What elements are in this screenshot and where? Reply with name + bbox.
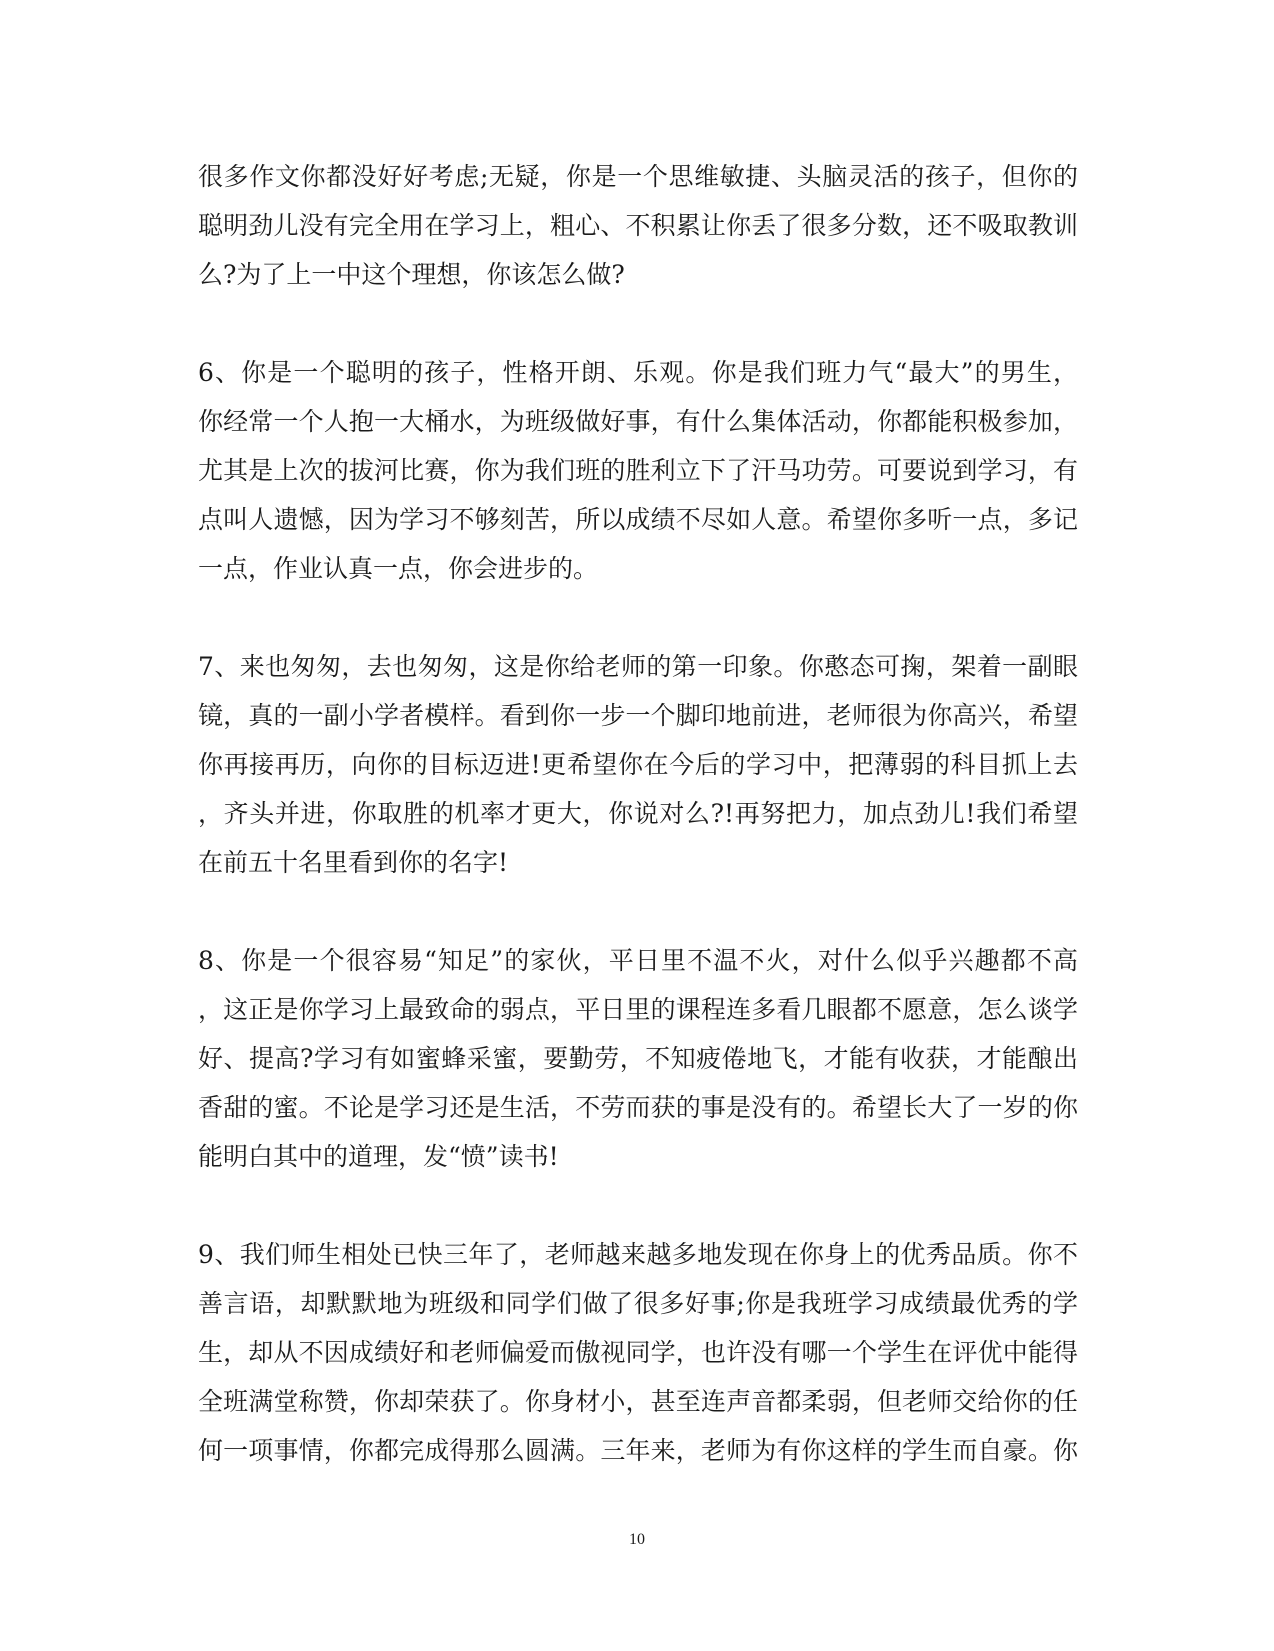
document-body [198, 152, 1078, 1475]
text-line: 点叫人遗憾，因为学习不够刻苦，所以成绩不尽如人意。希望你多听一点，多记 [198, 505, 1078, 534]
text-line: 聪明劲儿没有完全用在学习上，粗心、不积累让你丢了很多分数，还不吸取教训 [198, 211, 1078, 240]
text-line: 么?为了上一中这个理想，你该怎么做? [198, 260, 625, 289]
paragraph-gap [198, 887, 1078, 936]
paragraph-item-6 [198, 348, 1078, 593]
text-line: 全班满堂称赞，你却荣获了。你身材小，甚至连声音都柔弱，但老师交给你的任 [198, 1387, 1078, 1416]
paragraph-item-9 [198, 1230, 1078, 1475]
text-line: 8、你是一个很容易“知足”的家伙，平日里不温不火，对什么似乎兴趣都不高 [198, 946, 1078, 975]
page-number: 10 [629, 1531, 645, 1548]
text-line: 6、你是一个聪明的孩子，性格开朗、乐观。你是我们班力气“最大”的男生， [198, 358, 1078, 387]
text-line: 尤其是上次的拔河比赛，你为我们班的胜利立下了汗马功劳。可要说到学习，有 [198, 456, 1078, 485]
text-line: 很多作文你都没好好考虑;无疑，你是一个思维敏捷、头脑灵活的孩子，但你的 [198, 162, 1078, 191]
text-line: 在前五十名里看到你的名字! [198, 848, 509, 877]
paragraph-continuation [198, 152, 1078, 299]
paragraph-gap [198, 299, 1078, 348]
text-line: 好、提高?学习有如蜜蜂采蜜，要勤劳，不知疲倦地飞，才能有收获，才能酿出 [198, 1044, 1078, 1073]
text-line: 何一项事情，你都完成得那么圆满。三年来，老师为有你这样的学生而自豪。你 [198, 1436, 1078, 1465]
text-line: 你再接再历，向你的目标迈进!更希望你在今后的学习中，把薄弱的科目抓上去 [198, 750, 1078, 779]
text-line: 香甜的蜜。不论是学习还是生活，不劳而获的事是没有的。希望长大了一岁的你 [198, 1093, 1078, 1122]
paragraph-gap [198, 1181, 1078, 1230]
text-line: 生，却从不因成绩好和老师偏爱而傲视同学，也许没有哪一个学生在评优中能得 [198, 1338, 1078, 1367]
text-line: 善言语，却默默地为班级和同学们做了很多好事;你是我班学习成绩最优秀的学 [198, 1289, 1078, 1318]
paragraph-gap [198, 593, 1078, 642]
text-line: 7、来也匆匆，去也匆匆，这是你给老师的第一印象。你憨态可掬，架着一副眼 [198, 652, 1078, 681]
text-line: ，这正是你学习上最致命的弱点，平日里的课程连多看几眼都不愿意，怎么谈学 [198, 995, 1078, 1024]
text-line: ，齐头并进，你取胜的机率才更大，你说对么?!再努把力，加点劲儿!我们希望 [198, 799, 1078, 828]
text-line: 一点，作业认真一点，你会进步的。 [198, 554, 599, 583]
text-line: 能明白其中的道理，发“愤”读书! [198, 1142, 559, 1171]
text-line: 你经常一个人抱一大桶水，为班级做好事，有什么集体活动，你都能积极参加， [198, 407, 1078, 436]
text-line: 9、我们师生相处已快三年了，老师越来越多地发现在你身上的优秀品质。你不 [198, 1240, 1078, 1269]
paragraph-item-8 [198, 936, 1078, 1181]
text-line: 镜，真的一副小学者模样。看到你一步一个脚印地前进，老师很为你高兴，希望 [198, 701, 1078, 730]
paragraph-item-7 [198, 642, 1078, 887]
